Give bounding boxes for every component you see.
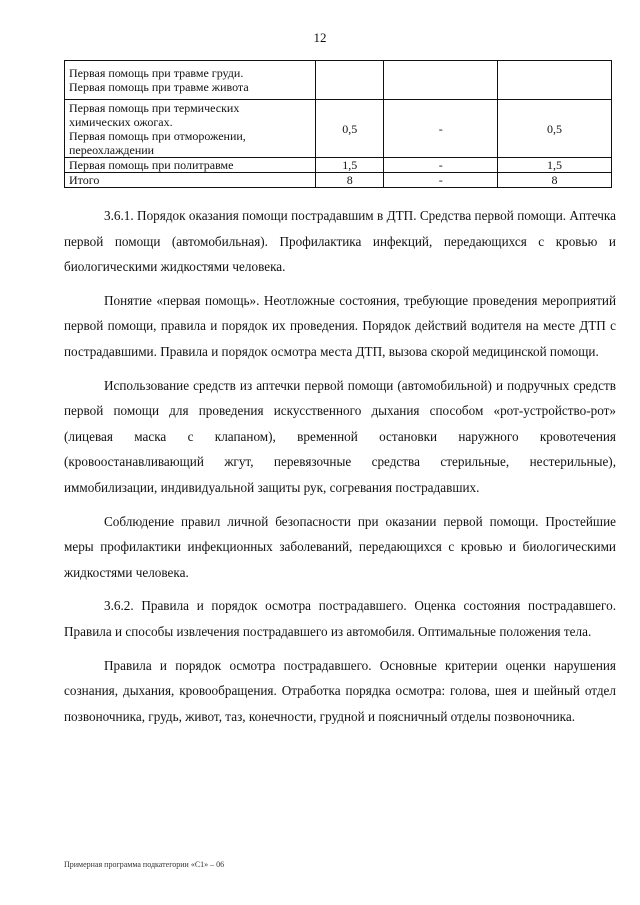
table-cell-total: 1,5 — [315, 158, 383, 173]
footer: Примерная программа подкатегории «C1» – 06 — [64, 860, 225, 869]
table-row — [65, 158, 612, 173]
table-row — [65, 173, 612, 188]
table-cell-theory: 1,5 — [498, 158, 612, 173]
table-cell-theory: 8 — [498, 173, 612, 188]
paragraph: Использование средств из аптечки первой помощи (автомобильной) и подручных средств первой помощи для проведения искусственного дыхания способом «рот-устройство-рот» (лицевая маска с клапаном), временной остановки наружного кровотечения (кровоостанавливающий жгут, перевязочные средства стерильные, нестерильные), иммобилизации, индивидуальной защиты рук, согревания пострадавших. — [64, 377, 616, 495]
table-cell-practice: - — [384, 158, 498, 173]
paragraph: 3.6.2. Правила и порядок осмотра пострадавшего. Оценка состояния пострадавшего. Правила и способы извлечения пострадавшего из автомобиля. Оптимальные положения тела. — [64, 598, 616, 639]
topic-line: Первая помощь при отморожении, — [69, 128, 246, 143]
table-cell-total — [315, 61, 383, 100]
table-cell-practice: - — [384, 100, 498, 158]
paragraph: Понятие «первая помощь». Неотложные состояния, требующие проведения мероприятий первой помощи, правила и порядок их проведения. Порядок действий водителя на месте ДТП с пострадавшими. Правила и порядок осмотра места ДТП, вызова скорой медицинской помощи. — [64, 292, 616, 359]
table-cell-theory: 0,5 — [498, 100, 612, 158]
topic-line: Первая помощь при термических — [69, 100, 240, 115]
paragraph: Правила и порядок осмотра пострадавшего. Основные критерии оценки нарушения сознания, дыхания, кровообращения. Отработка порядка осмотра: голова, шея и шейный отдел позвоночника, грудь, живот, таз, конечности, грудной и поясничный отделы позвоночника. — [64, 657, 616, 724]
topic-line: переохлаждении — [69, 142, 155, 157]
paragraph: 3.6.1. Порядок оказания помощи пострадавшим в ДТП. Средства первой помощи. Аптечка первой помощи (автомобильная). Профилактика инфекций, передающихся с кровью и биологическими жидкостями человека. — [64, 208, 616, 275]
topic-line: Первая помощь при политравме — [69, 158, 234, 172]
page-number: 12 — [313, 30, 327, 45]
body-text — [64, 203, 616, 737]
table-cell-total: 0,5 — [315, 100, 383, 158]
table-cell-topic — [65, 158, 316, 173]
table-row — [65, 100, 612, 158]
paragraph: Соблюдение правил личной безопасности при оказании первой помощи. Простейшие меры профилактики инфекционных заболеваний, передающихся с кровью и биологическими жидкостями человека. — [64, 513, 616, 580]
topic-line: Первая помощь при травме живота — [69, 80, 249, 94]
table-row — [65, 61, 612, 100]
table-cell-topic — [65, 173, 316, 188]
table-cell-topic — [65, 61, 316, 100]
hours-table — [64, 60, 612, 188]
topic-line: Итого — [69, 173, 100, 187]
table-cell-total: 8 — [315, 173, 383, 188]
table-cell-practice: - — [384, 173, 498, 188]
topic-line: химических ожогах. — [69, 114, 173, 129]
table-cell-practice — [384, 61, 498, 100]
table-cell-topic — [65, 100, 316, 158]
topic-line: Первая помощь при травме груди. — [69, 66, 244, 80]
table-cell-theory — [498, 61, 612, 100]
